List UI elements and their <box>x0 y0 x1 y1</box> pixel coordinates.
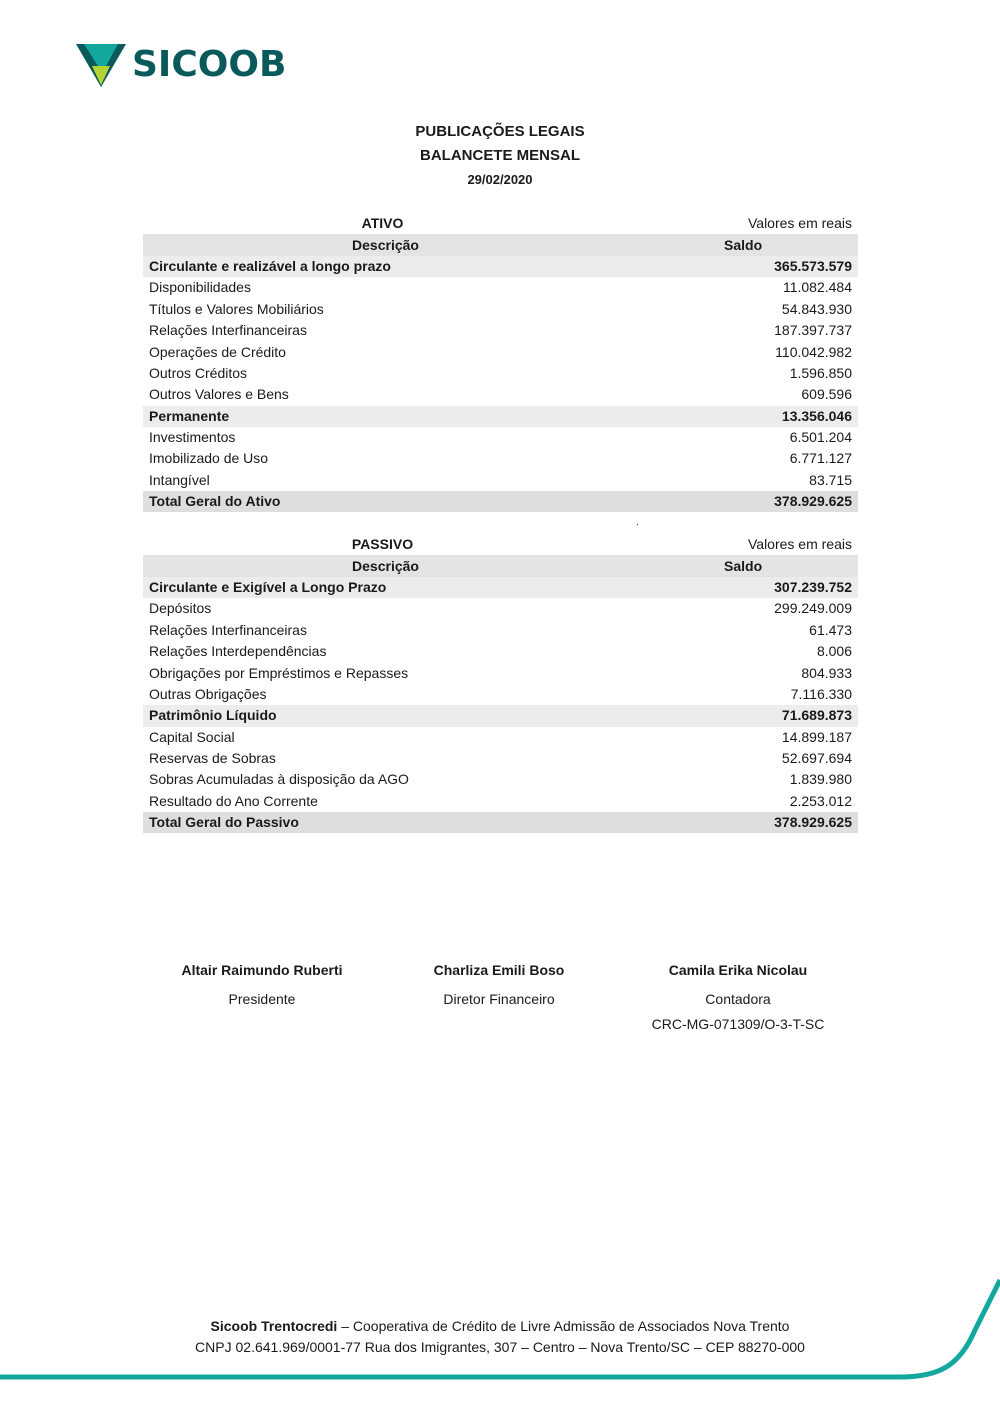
table-row <box>143 384 858 405</box>
table-row <box>143 277 858 298</box>
signature-credential: CRC-MG-071309/O-3-T-SC <box>651 1016 825 1032</box>
table-row <box>143 620 858 641</box>
footer <box>0 1316 1000 1358</box>
row-value: 52.697.694 <box>781 750 852 767</box>
row-value: 6.771.127 <box>789 450 852 467</box>
ativo-table <box>143 213 858 512</box>
document-header <box>0 120 1000 192</box>
ativo-title: ATIVO <box>361 215 404 232</box>
passivo-title: PASSIVO <box>351 536 414 553</box>
row-label: Depósitos <box>149 600 212 617</box>
row-label: Sobras Acumuladas à disposição da AGO <box>149 771 409 788</box>
row-label: Outras Obrigações <box>149 685 267 702</box>
row-label: Capital Social <box>149 728 235 745</box>
row-value: 1.596.850 <box>789 364 852 381</box>
table-row <box>143 470 858 491</box>
table-row <box>143 684 858 705</box>
row-label: Relações Interfinanceiras <box>149 322 307 339</box>
table-row <box>143 727 858 748</box>
table-row <box>143 363 858 384</box>
row-value: 1.839.980 <box>789 771 852 788</box>
signature-president <box>142 960 382 1012</box>
row-label: Operações de Crédito <box>149 343 286 360</box>
signature-role: Presidente <box>228 991 296 1007</box>
row-label: Permanente <box>143 406 628 427</box>
table-row <box>143 320 858 341</box>
passivo-unit: Valores em reais <box>747 536 852 553</box>
header-title: PUBLICAÇÕES LEGAIS <box>415 123 585 140</box>
row-value: 299.249.009 <box>774 600 852 617</box>
row-value: 2.253.012 <box>789 792 852 809</box>
row-label: Disponibilidades <box>149 279 251 296</box>
row-value: 307.239.752 <box>628 577 858 598</box>
row-value: 609.596 <box>801 386 852 403</box>
ativo-col-desc: Descrição <box>143 234 628 255</box>
row-label: Circulante e Exigível a Longo Prazo <box>143 577 628 598</box>
table-row <box>143 299 858 320</box>
table-row <box>143 791 858 812</box>
row-value: 83.715 <box>809 471 852 488</box>
row-label: Patrimônio Líquido <box>143 705 628 726</box>
row-label: Investimentos <box>149 429 236 446</box>
row-value: 7.116.330 <box>790 685 852 702</box>
row-label: Relações Interdependências <box>149 643 327 660</box>
row-label: Outros Valores e Bens <box>149 386 289 403</box>
row-value: 6.501.204 <box>789 429 852 446</box>
header-subtitle: BALANCETE MENSAL <box>420 147 580 164</box>
signature-role: Contadora <box>705 991 771 1007</box>
separator-dot: . <box>636 517 639 528</box>
passivo-column-header <box>143 555 858 576</box>
header-date: 29/02/2020 <box>467 172 533 187</box>
row-label: Resultado do Ano Corrente <box>149 792 318 809</box>
signature-financial-director <box>379 960 619 1012</box>
ativo-unit: Valores em reais <box>747 215 852 232</box>
row-value: 14.899.187 <box>781 728 852 745</box>
ativo-col-saldo: Saldo <box>628 234 858 255</box>
row-label: Títulos e Valores Mobiliários <box>149 300 324 317</box>
sicoob-logo <box>76 42 286 88</box>
row-value: 378.929.625 <box>628 491 858 512</box>
table-row <box>143 341 858 362</box>
signature-accountant <box>618 960 858 1036</box>
ativo-column-header <box>143 234 858 255</box>
row-label: Intangível <box>149 471 210 488</box>
row-label: Total Geral do Ativo <box>143 491 628 512</box>
row-label: Total Geral do Passivo <box>143 812 628 833</box>
footer-line-2: CNPJ 02.641.969/0001-77 Rua dos Imigrantes, 307 – Centro – Nova Trento/SC – CEP 88270-000 <box>195 1339 805 1355</box>
passivo-col-desc: Descrição <box>143 555 628 576</box>
row-label: Outros Créditos <box>149 364 248 381</box>
footer-company-desc: – Cooperativa de Crédito de Livre Admissão de Associados Nova Trento <box>337 1318 790 1334</box>
signature-name: Camila Erika Nicolau <box>668 962 808 978</box>
row-label: Relações Interfinanceiras <box>149 621 307 638</box>
ativo-section-row <box>143 256 858 277</box>
passivo-col-saldo: Saldo <box>628 555 858 576</box>
table-row <box>143 598 858 619</box>
signature-name: Charliza Emili Boso <box>433 962 565 978</box>
table-row <box>143 427 858 448</box>
table-row <box>143 748 858 769</box>
ativo-section-row <box>143 406 858 427</box>
signature-role: Diretor Financeiro <box>443 991 555 1007</box>
row-label: Obrigações por Empréstimos e Repasses <box>149 664 409 681</box>
row-label: Circulante e realizável a longo prazo <box>143 256 628 277</box>
row-value: 378.929.625 <box>628 812 858 833</box>
row-value: 54.843.930 <box>781 300 852 317</box>
table-row <box>143 662 858 683</box>
signature-name: Altair Raimundo Ruberti <box>181 962 343 978</box>
row-value: 11.082.484 <box>782 279 852 296</box>
sicoob-logo-icon <box>76 42 128 88</box>
passivo-section-row <box>143 705 858 726</box>
row-value: 187.397.737 <box>774 322 852 339</box>
passivo-total-row <box>143 812 858 833</box>
row-value: 365.573.579 <box>628 256 858 277</box>
row-value: 110.042.982 <box>775 343 852 360</box>
row-label: Imobilizado de Uso <box>149 450 269 467</box>
row-value: 13.356.046 <box>628 406 858 427</box>
table-row <box>143 448 858 469</box>
row-label: Reservas de Sobras <box>149 750 276 767</box>
passivo-table <box>143 534 858 833</box>
passivo-section-row <box>143 577 858 598</box>
ativo-total-row <box>143 491 858 512</box>
row-value: 61.473 <box>809 621 852 638</box>
passivo-title-row <box>143 534 858 555</box>
row-value: 804.933 <box>801 664 852 681</box>
footer-company: Sicoob Trentocredi <box>210 1318 338 1334</box>
table-row <box>143 641 858 662</box>
footer-line-1 <box>0 1316 1000 1337</box>
row-value: 71.689.873 <box>628 705 858 726</box>
row-value: 8.006 <box>816 643 852 660</box>
sicoob-logo-text: SICOOB <box>132 44 287 85</box>
ativo-title-row <box>143 213 858 234</box>
table-row <box>143 769 858 790</box>
